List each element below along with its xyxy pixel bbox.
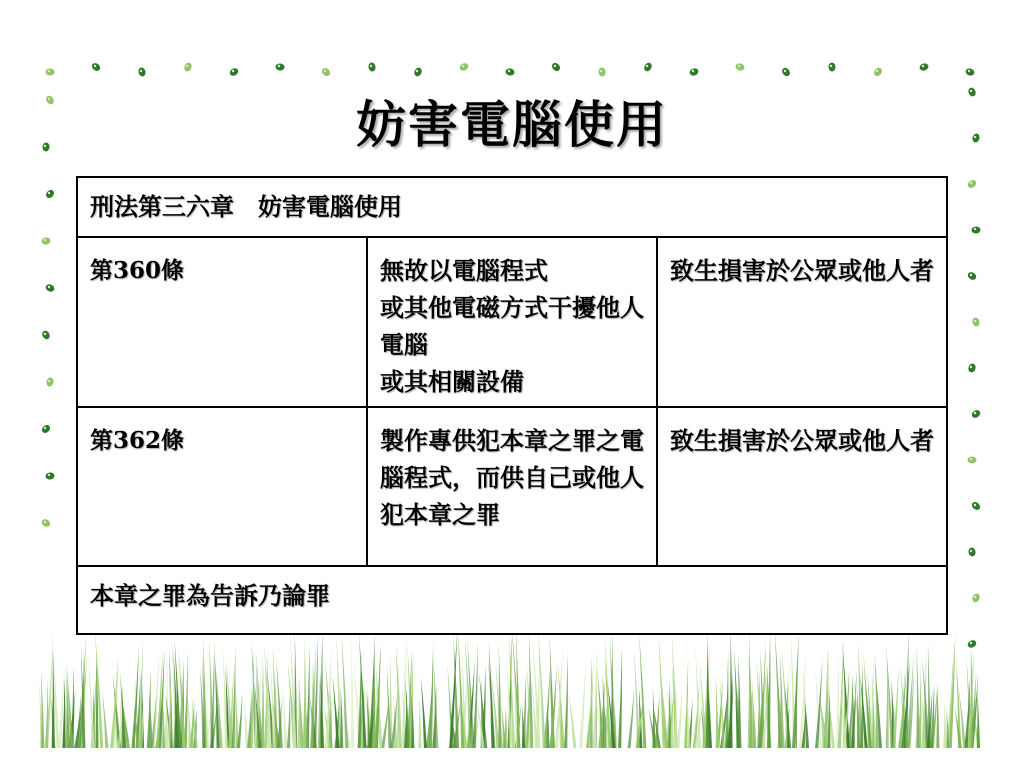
grass-blade: [634, 648, 640, 748]
article-360-result: 致生損害於公眾或他人者: [657, 237, 947, 406]
article-360-description: [367, 237, 657, 406]
grass-blade: [943, 700, 946, 748]
table-header-row: [77, 177, 947, 237]
grass-blade: [725, 651, 729, 748]
table-row: [77, 237, 947, 406]
grass-blade: [283, 686, 288, 748]
grass-blade: [618, 648, 622, 748]
grass-blade: [498, 644, 501, 748]
grass-blade: [569, 693, 577, 748]
grass-blade: [716, 675, 719, 748]
grass-blade: [102, 690, 108, 748]
grass-blade: [147, 669, 151, 748]
article-360: 第360條: [77, 237, 367, 406]
grass-blade: [235, 688, 238, 748]
article-362-description: 製作專供犯本章之罪之電腦程式，而供自己或他人犯本章之罪: [367, 407, 657, 566]
grass-blade: [936, 682, 939, 748]
grass-blade: [628, 688, 635, 748]
grass-blade: [303, 638, 306, 748]
grass-blade: [579, 660, 586, 748]
law-table: [76, 176, 948, 635]
table-footer-row: [77, 566, 947, 634]
grass-blade: [41, 670, 44, 748]
description-line: 無故以電腦程式: [380, 256, 548, 286]
grass-blade: [162, 692, 165, 748]
grass-blade: [815, 658, 822, 748]
description-line: 或其他電磁方式干擾他人電腦: [380, 293, 644, 360]
grass-blade: [188, 696, 192, 748]
grass-blade: [297, 672, 300, 748]
grass-blade: [287, 693, 290, 748]
table-row: [77, 407, 947, 566]
chapter-heading: 刑法第三六章 妨害電腦使用: [77, 177, 947, 237]
complaint-note: 本章之罪為告訴乃論罪: [77, 566, 947, 634]
grass-blade: [564, 653, 568, 748]
article-362-result: 致生損害於公眾或他人者: [657, 407, 947, 566]
grass-blade: [421, 677, 427, 748]
grass-blade: [432, 683, 436, 748]
grass-blade: [418, 695, 421, 748]
grass-blade: [977, 690, 980, 748]
grass-blade: [836, 648, 839, 748]
grass-blade: [586, 646, 594, 748]
description-line: 或其相關設備: [380, 367, 524, 397]
article-362: 第362條: [77, 407, 367, 566]
slide-title: 妨害電腦使用: [356, 95, 668, 154]
grass-blade: [351, 634, 354, 748]
